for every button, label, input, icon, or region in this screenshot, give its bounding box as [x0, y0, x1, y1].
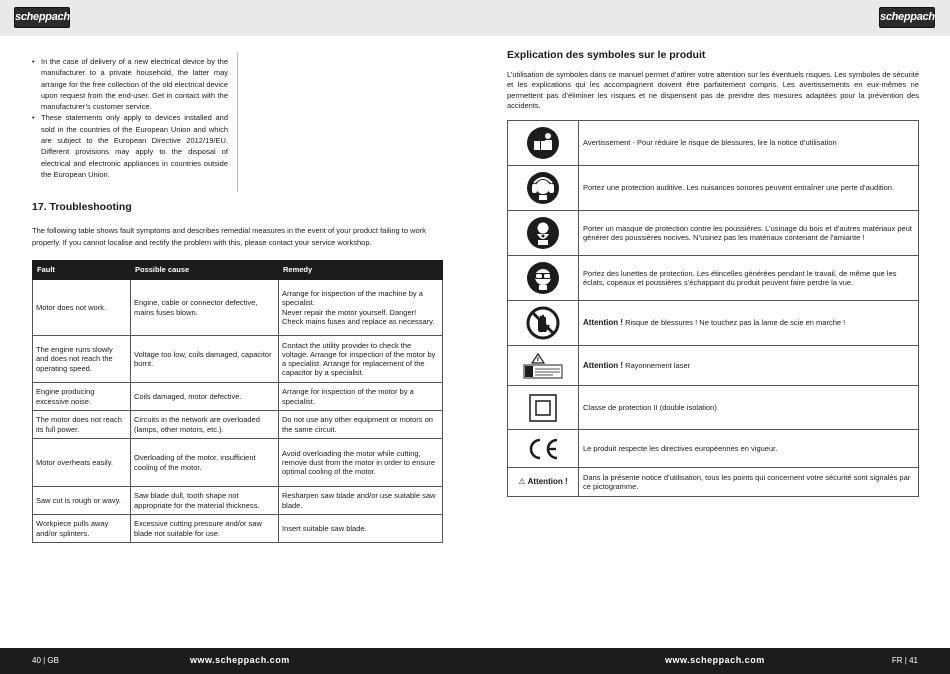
website-link-left[interactable]: www.scheppach.com — [190, 655, 290, 665]
fault-cell: The engine runs slowly and does not reach the operating speed. — [33, 336, 131, 383]
fault-cell: Motor does not work. — [33, 280, 131, 336]
ce-mark-icon — [508, 430, 579, 468]
symbol-description: Dans la présente notice d’utilisation, tous les points qui concernent votre sécurité sont signalés par ce pictogramme. — [579, 468, 919, 497]
cause-cell: Excessive cutting pressure and/or saw blade not suitable for use. — [131, 515, 279, 543]
symbol-description: Portez une protection auditive. Les nuisances sonores peuvent entraîner une perte d’audition. — [579, 166, 919, 211]
symbol-row — [508, 211, 919, 256]
symbol-row — [508, 386, 919, 430]
table-row — [33, 515, 443, 543]
remedy-cell: Avoid overloading the motor while cutting, remove dust from the motor in order to ensure optimal cooling of the motor. — [279, 439, 443, 487]
symbol-description: Classe de protection II (double isolation) — [579, 386, 919, 430]
page-number-left: 40 | GB — [32, 656, 59, 665]
symbol-description: Avertissement - Pour réduire le risque de blessures, lire la notice d’utilisation — [579, 121, 919, 166]
remedy-cell: Contact the utility provider to check the voltage. Arrange for inspection of the motor by a specialist. Arrange for replacement of the capacitor by a specialist. — [279, 336, 443, 383]
no-touch-blade-icon — [508, 301, 579, 346]
symbol-description: Attention ! Risque de blessures ! Ne touchez pas la lame de scie en marche ! — [579, 301, 919, 346]
table-row — [33, 411, 443, 439]
symbol-row — [508, 346, 919, 386]
section-intro: The following table shows fault symptoms and describes remedial measures in the event of your product failing to work properly. If you cannot localise and rectify the problem with this, please contact your service workshop. — [32, 226, 426, 247]
header-possible-cause: Possible cause — [131, 261, 279, 280]
table-row — [33, 336, 443, 383]
symbol-row — [508, 430, 919, 468]
symbols-intro: L’utilisation de symboles dans ce manuel permet d’attirer votre attention sur les éventuels risques. Les symboles de sécurité et les explications qui les accompagnent doivent être parfaitement compris. Les avertissements en eux-mêmes ne permettent pas d’éliminer les risques et ne dispensent pas de prendre des mesures adaptées pour la prévention des accidents. — [507, 70, 919, 111]
symbol-row — [508, 166, 919, 211]
symbols-title: Explication des symboles sur le produit — [507, 49, 706, 61]
symbol-row — [508, 301, 919, 346]
page-number-right: FR | 41 — [891, 656, 918, 665]
fault-cell: Motor overheats easily. — [33, 439, 131, 487]
table-row — [33, 383, 443, 411]
cause-cell: Voltage too low, coils damaged, capacitor burnt. — [131, 336, 279, 383]
cause-cell: Coils damaged, motor defective. — [131, 383, 279, 411]
remedy-cell: Insert suitable saw blade. — [279, 515, 443, 543]
symbol-row — [508, 256, 919, 301]
bullet-item: • In the case of delivery of a new electrical device by the manufacturer to a private household, the latter may arrange for the free collection of the old electrical device upon request from the end-user. Get in contact with the manufacturer’s customer service. — [32, 56, 228, 112]
cause-cell: Engine, cable or connector defective, mains fuses blown. — [131, 280, 279, 336]
remedy-cell: Do not use any other equipment or motors on the same circuit. — [279, 411, 443, 439]
table-header-row — [33, 261, 443, 280]
symbol-description: Porter un masque de protection contre les poussières. L’usinage du bois et d’autres matériaux peut générer des poussières nocives. N’usinez pas les matériaux contenant de l’amiante ! — [579, 211, 919, 256]
scheppach-logo-right: scheppach — [879, 7, 935, 28]
table-row — [33, 439, 443, 487]
ear-protection-icon — [508, 166, 579, 211]
header-remedy: Remedy — [279, 261, 443, 280]
laser-warning-icon — [508, 346, 579, 386]
warning-triangle-icon: ⚠ — [518, 477, 526, 487]
symbol-description: Le produit respecte les directives européennes en vigueur. — [579, 430, 919, 468]
symbol-description: Portez des lunettes de protection. Les étincelles générées pendant le travail, de même que les éclats, copeaux et poussières s’échappant du produit peuvent faire perdre la vue. — [579, 256, 919, 301]
fault-cell: The motor does not reach its full power. — [33, 411, 131, 439]
symbol-row — [508, 121, 919, 166]
symbol-description: Attention ! Rayonnement laser — [579, 346, 919, 386]
section-title: 17. Troubleshooting — [32, 201, 132, 213]
protection-class-2-icon — [508, 386, 579, 430]
read-manual-icon — [508, 121, 579, 166]
attention-label: Attention ! — [527, 477, 568, 487]
cause-cell: Saw blade dull, tooth shape not appropriate for the material thickness. — [131, 487, 279, 515]
fault-cell: Workpiece pulls away and/or splinters. — [33, 515, 131, 543]
remedy-cell: Resharpen saw blade and/or use suitable saw blade. — [279, 487, 443, 515]
safety-goggles-icon — [508, 256, 579, 301]
scheppach-logo-left: scheppach — [14, 7, 70, 28]
dust-mask-icon — [508, 211, 579, 256]
cause-cell: Overloading of the motor, insufficient cooling of the motor. — [131, 439, 279, 487]
troubleshooting-table — [32, 260, 443, 543]
attention-warning-icon — [508, 468, 579, 497]
column-divider — [237, 52, 238, 192]
symbol-row — [508, 468, 919, 497]
fault-cell: Saw cut is rough or wavy. — [33, 487, 131, 515]
cause-cell: Circuits in the network are overloaded (lamps, other motors, etc.). — [131, 411, 279, 439]
table-row — [33, 280, 443, 336]
disposal-bullet-list — [32, 56, 228, 180]
footer-bar — [0, 648, 950, 674]
fault-cell: Engine producing excessive noise. — [33, 383, 131, 411]
bullet-item: • These statements only apply to devices installed and sold in the countries of the European Union and which are subject to the European Directive 2012/19/EU. Different provisions may apply to the disposal of electrical and electronic appliances in countries outside the European Union. — [32, 112, 228, 180]
header-bar — [0, 0, 950, 36]
remedy-cell: Arrange for inspection of the machine by a specialist. Never repair the motor yourself. Danger! Check mains fuses and replace as necessary. — [279, 280, 443, 336]
website-link-right[interactable]: www.scheppach.com — [665, 655, 765, 665]
symbols-table — [507, 120, 919, 497]
header-fault: Fault — [33, 261, 131, 280]
table-row — [33, 487, 443, 515]
remedy-cell: Arrange for inspection of the motor by a specialist. — [279, 383, 443, 411]
